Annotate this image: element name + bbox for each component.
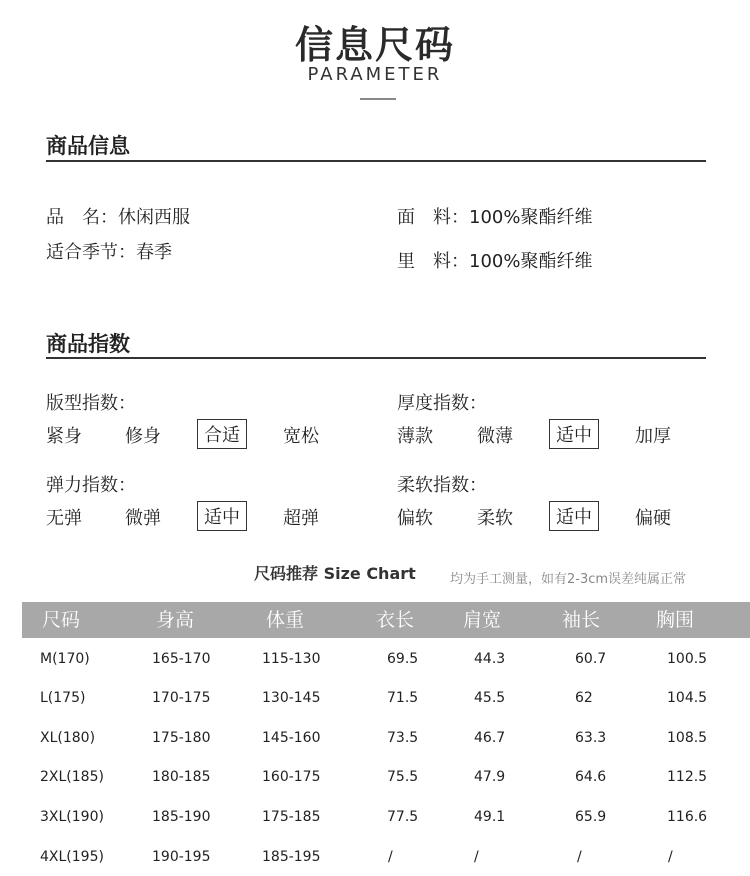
cell-weight: 115-130 <box>262 651 321 667</box>
page-subtitle: PARAMETER <box>307 64 443 85</box>
product-fabric-label: 面 料： <box>397 207 469 228</box>
size-chart-title: 尺码推荐 Size Chart <box>254 564 416 583</box>
cell-height: 190-195 <box>152 849 211 865</box>
cell-length: 71.5 <box>387 690 419 706</box>
thickness-option-medium-selected: 适中 <box>549 419 599 449</box>
cell-weight: 130-145 <box>262 690 321 706</box>
softness-option-very-soft: 柔软 <box>477 508 513 529</box>
cell-height: 170-175 <box>152 690 211 706</box>
cell-chest: 116.6 <box>667 809 708 825</box>
elasticity-option-none: 无弹 <box>46 508 82 529</box>
product-lining <box>397 247 592 273</box>
cell-size: 3XL(190) <box>40 809 104 825</box>
cell-shoulder: 45.5 <box>474 690 506 706</box>
cell-length: 73.5 <box>387 730 419 746</box>
elasticity-index-label: 弹力指数： <box>46 475 136 496</box>
elasticity-option-super: 超弹 <box>283 508 319 529</box>
fit-option-slim: 修身 <box>125 426 161 447</box>
cell-chest: / <box>668 849 673 865</box>
cell-length: / <box>388 849 393 865</box>
page-title: 信息尺码 <box>294 23 455 67</box>
cell-size: 4XL(195) <box>40 849 104 865</box>
cell-height: 165-170 <box>152 651 211 667</box>
thickness-option-slightly-thin: 微薄 <box>477 426 513 447</box>
header-height: 身高 <box>156 609 195 631</box>
size-chart-header <box>22 602 750 638</box>
softness-option-medium-selected: 适中 <box>549 501 599 531</box>
cell-length: 69.5 <box>387 651 419 667</box>
product-index-title: 商品指数 <box>46 332 130 356</box>
header-weight: 体重 <box>266 609 305 631</box>
fit-option-loose: 宽松 <box>283 426 319 447</box>
cell-size: 2XL(185) <box>40 769 104 785</box>
cell-shoulder: 47.9 <box>474 769 506 785</box>
title-divider <box>360 98 396 100</box>
product-info-divider <box>46 160 706 162</box>
product-name-label: 品 名： <box>46 207 118 228</box>
size-chart-note: 均为手工测量，如有2-3cm误差纯属正常 <box>450 572 687 587</box>
header-length: 衣长 <box>376 609 415 631</box>
cell-sleeve: 60.7 <box>575 651 607 667</box>
product-season-label: 适合季节： <box>46 242 136 263</box>
thickness-option-thick: 加厚 <box>635 426 671 447</box>
header-shoulder: 肩宽 <box>463 609 502 631</box>
product-lining-value: 100%聚酯纤维 <box>469 251 593 272</box>
product-info-title: 商品信息 <box>46 134 130 158</box>
cell-weight: 145-160 <box>262 730 321 746</box>
product-name <box>46 203 190 229</box>
cell-shoulder: / <box>474 849 479 865</box>
cell-length: 77.5 <box>387 809 419 825</box>
cell-chest: 108.5 <box>667 730 708 746</box>
cell-size: XL(180) <box>40 730 96 746</box>
product-name-value: 休闲西服 <box>118 207 190 228</box>
cell-chest: 112.5 <box>667 769 708 785</box>
product-index-divider <box>46 357 706 359</box>
fit-option-regular-selected: 合适 <box>197 419 247 449</box>
elasticity-option-medium-selected: 适中 <box>197 501 247 531</box>
cell-height: 180-185 <box>152 769 211 785</box>
cell-shoulder: 44.3 <box>474 651 506 667</box>
cell-size: M(170) <box>40 651 90 667</box>
fit-index-label: 版型指数： <box>46 393 136 414</box>
cell-sleeve: 63.3 <box>575 730 607 746</box>
thickness-index-label: 厚度指数： <box>397 393 487 414</box>
softness-option-hard: 偏硬 <box>635 508 671 529</box>
header-sleeve: 袖长 <box>562 609 601 631</box>
cell-size: L(175) <box>40 690 86 706</box>
softness-index-label: 柔软指数： <box>397 475 487 496</box>
cell-chest: 100.5 <box>667 651 708 667</box>
product-season <box>46 238 172 264</box>
cell-shoulder: 46.7 <box>474 730 506 746</box>
header-size: 尺码 <box>42 609 81 631</box>
product-season-value: 春季 <box>136 242 172 263</box>
cell-height: 175-180 <box>152 730 211 746</box>
cell-shoulder: 49.1 <box>474 809 506 825</box>
cell-sleeve: / <box>577 849 582 865</box>
product-fabric <box>397 203 592 229</box>
cell-height: 185-190 <box>152 809 211 825</box>
cell-chest: 104.5 <box>667 690 708 706</box>
cell-sleeve: 65.9 <box>575 809 607 825</box>
product-fabric-value: 100%聚酯纤维 <box>469 207 593 228</box>
cell-weight: 185-195 <box>262 849 321 865</box>
cell-sleeve: 64.6 <box>575 769 607 785</box>
cell-sleeve: 62 <box>575 690 593 706</box>
header-chest: 胸围 <box>656 609 695 631</box>
fit-option-tight: 紧身 <box>46 426 82 447</box>
cell-weight: 160-175 <box>262 769 321 785</box>
cell-length: 75.5 <box>387 769 419 785</box>
cell-weight: 175-185 <box>262 809 321 825</box>
elasticity-option-slight: 微弹 <box>125 508 161 529</box>
product-lining-label: 里 料： <box>397 251 469 272</box>
thickness-option-thin: 薄款 <box>397 426 433 447</box>
softness-option-soft: 偏软 <box>397 508 433 529</box>
